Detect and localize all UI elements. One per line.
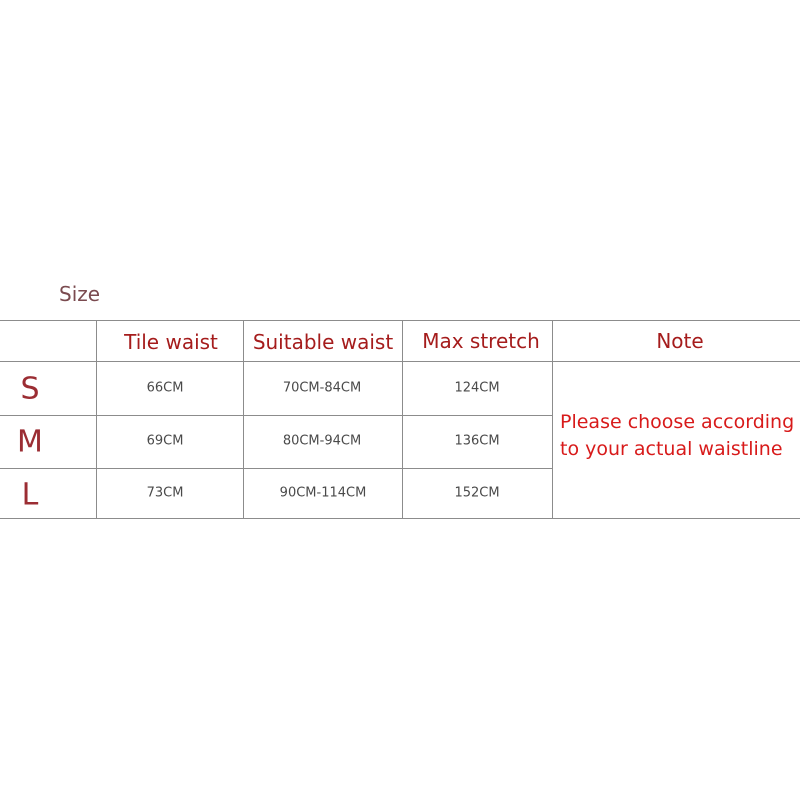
grid-line bbox=[0, 320, 800, 321]
size-label: L bbox=[21, 477, 39, 513]
tile-waist-value: 69CM bbox=[146, 433, 184, 449]
note-line: Please choose according bbox=[560, 411, 795, 433]
grid-line bbox=[0, 468, 553, 469]
grid-line bbox=[552, 320, 553, 519]
header-max-stretch: Max stretch bbox=[422, 329, 540, 353]
grid-line bbox=[96, 320, 97, 519]
grid-line bbox=[0, 415, 553, 416]
header-tile-waist: Tile waist bbox=[124, 330, 218, 354]
tile-waist-value: 66CM bbox=[146, 380, 184, 396]
max-stretch-value: 136CM bbox=[454, 433, 500, 449]
max-stretch-value: 152CM bbox=[454, 485, 500, 501]
size-label: S bbox=[20, 371, 40, 407]
tile-waist-value: 73CM bbox=[146, 485, 184, 501]
suitable-waist-value: 80CM-94CM bbox=[282, 433, 362, 449]
note-text bbox=[560, 409, 794, 463]
header-suitable-waist: Suitable waist bbox=[252, 330, 394, 354]
suitable-waist-value: 70CM-84CM bbox=[282, 380, 362, 396]
grid-line bbox=[0, 361, 800, 362]
grid-line bbox=[402, 320, 403, 519]
grid-line bbox=[243, 320, 244, 519]
size-caption: Size bbox=[59, 282, 101, 306]
size-label: M bbox=[17, 424, 43, 460]
header-note: Note bbox=[656, 329, 704, 353]
note-line: to your actual waistline bbox=[560, 438, 783, 460]
max-stretch-value: 124CM bbox=[454, 380, 500, 396]
suitable-waist-value: 90CM-114CM bbox=[279, 485, 367, 501]
grid-line bbox=[0, 518, 800, 519]
